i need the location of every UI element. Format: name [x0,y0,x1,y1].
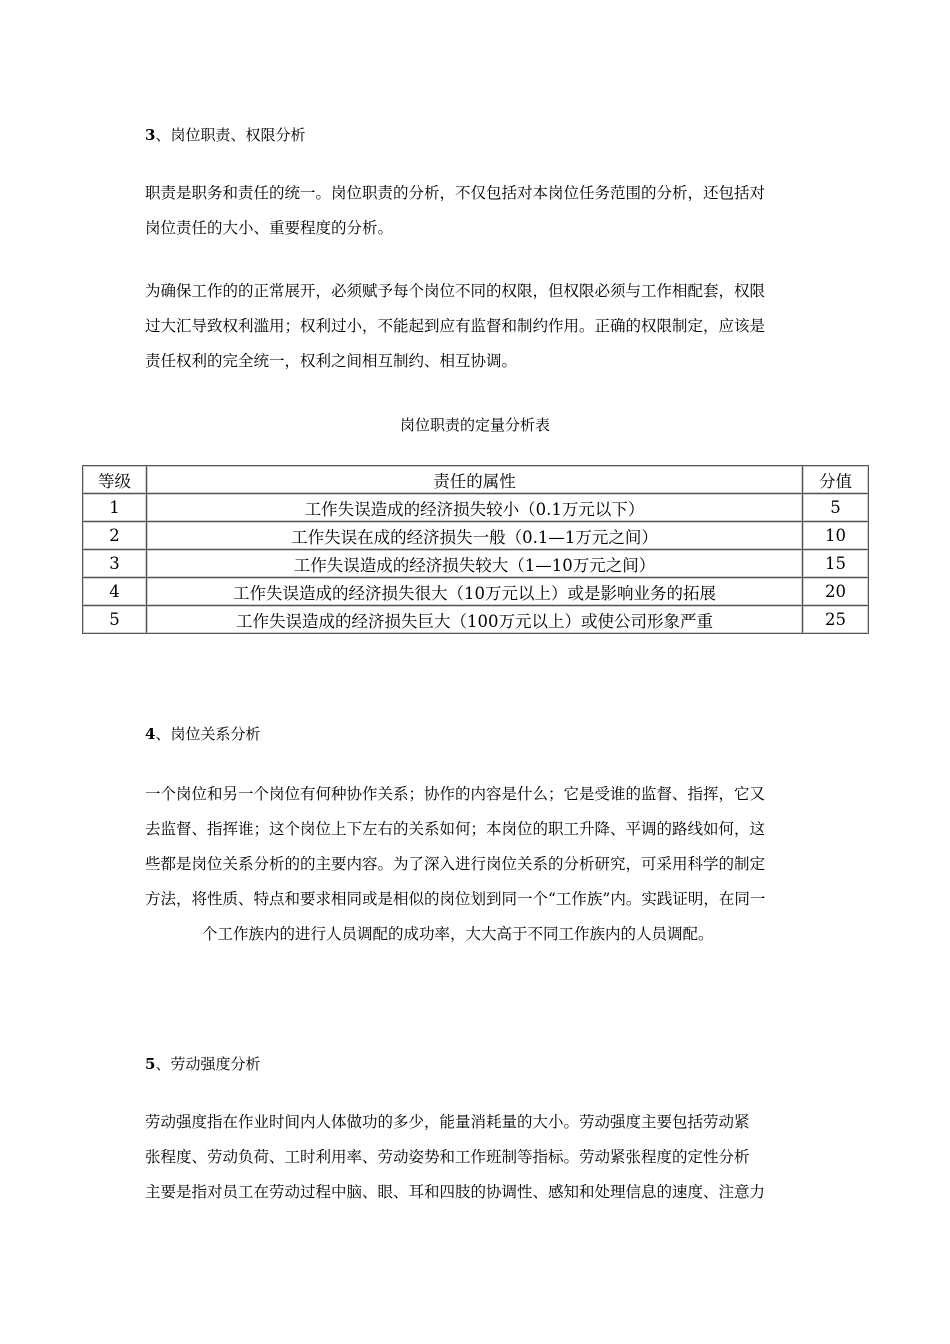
section-3-paragraph-1 [145,176,810,246]
cell-attribute: 工作失误造成的经济损失较大（1—10万元之间） [147,550,803,578]
text-line: 岗位责任的大小、重要程度的分析。 [145,219,394,237]
table-row [83,522,869,550]
text-line: 过大汇导致权利滥用；权利过小，不能起到应有监督和制约作用。正确的权限制定，应该是 [145,317,766,335]
header-attribute: 责任的属性 [147,466,803,494]
section-4-heading [145,723,260,744]
table-row [83,578,869,606]
table-row [83,550,869,578]
text-line: 职责是职务和责任的统一。岗位职责的分析，不仅包括对本岗位任务范围的分析，还包括对 [145,184,766,202]
cell-attribute: 工作失误在成的经济损失一般（0.1—1万元之间） [147,522,803,550]
cell-attribute: 工作失误造成的经济损失巨大（100万元以上）或使公司形象严重 [147,606,803,634]
table-row [83,606,869,634]
text-line: 张程度、劳动负荷、工时利用率、劳动姿势和工作班制等指标。劳动紧张程度的定性分析 [145,1148,750,1166]
cell-score: 20 [803,578,869,606]
text-line: 劳动强度指在作业时间内人体做功的多少，能量消耗量的大小。劳动强度主要包括劳动紧 [145,1113,750,1131]
cell-level: 4 [83,578,147,606]
cell-level: 2 [83,522,147,550]
cell-level: 3 [83,550,147,578]
cell-attribute: 工作失误造成的经济损失较小（0.1万元以下） [147,494,803,522]
cell-score: 5 [803,494,869,522]
section-3-paragraph-2 [145,274,810,379]
text-line: 些都是岗位关系分析的的主要内容。为了深入进行岗位关系的分析研究，可采用科学的制定 [145,855,766,873]
text-line: 方法，将性质、特点和要求相同或是相似的岗位划到同一个“工作族”内。实践证明，在同一 [145,890,766,908]
table-header-row [83,466,869,494]
section-number: 4 [145,725,156,743]
section-4-paragraph [145,777,810,952]
cell-score: 15 [803,550,869,578]
section-5-heading [145,1053,260,1074]
section-3-heading [145,124,305,145]
text-line: 去监督、指挥谁；这个岗位上下左右的关系如何；本岗位的职工升降、平调的路线如何，这 [145,820,766,838]
cell-level: 5 [83,606,147,634]
text-line: 为确保工作的的正常展开，必须赋予每个岗位不同的权限，但权限必须与工作相配套，权限 [145,282,766,300]
header-level: 等级 [83,466,147,494]
header-score: 分值 [803,466,869,494]
table-caption: 岗位职责的定量分析表 [399,416,550,434]
cell-attribute: 工作失误造成的经济损失很大（10万元以上）或是影响业务的拓展 [147,578,803,606]
section-5-paragraph [145,1105,810,1210]
section-number: 5 [145,1055,156,1073]
text-line: 一个岗位和另一个岗位有何种协作关系；协作的内容是什么；它是受谁的监督、指挥，它又 [145,785,766,803]
section-number: 3 [145,126,156,144]
text-line: 个工作族内的进行人员调配的成功率，大大高于不同工作族内的人员调配。 [202,925,714,943]
cell-level: 1 [83,494,147,522]
cell-score: 25 [803,606,869,634]
cell-score: 10 [803,522,869,550]
section-title: 、劳动强度分析 [155,1055,261,1073]
responsibility-table [82,465,869,634]
section-title: 、岗位职责、权限分析 [155,126,306,144]
text-line: 责任权利的完全统一，权利之间相互制约、相互协调。 [145,352,518,370]
section-title: 、岗位关系分析 [155,725,261,743]
text-line: 主要是指对员工在劳动过程中脑、眼、耳和四肢的协调性、感知和处理信息的速度、注意力 [145,1183,766,1201]
table-row [83,494,869,522]
